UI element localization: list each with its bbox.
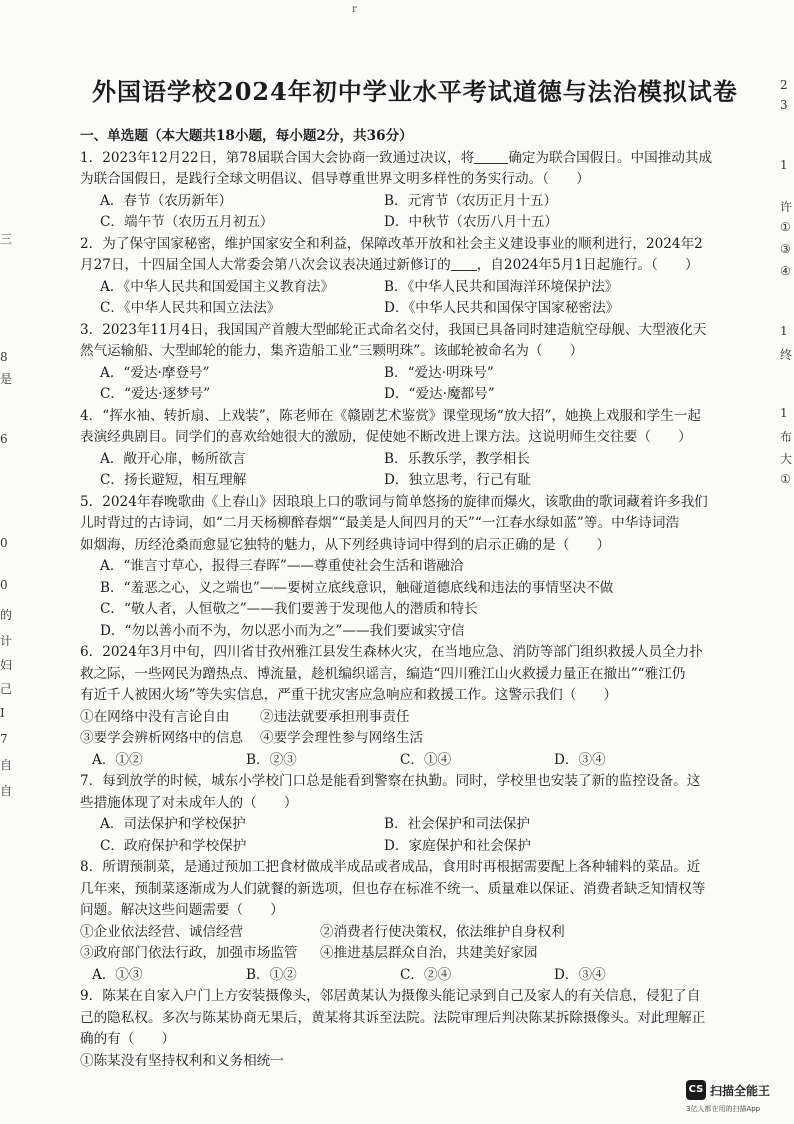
options-row [80, 363, 780, 385]
question-7 [80, 771, 780, 857]
option-b: B．②③ [246, 751, 297, 768]
question-text: 9．陈某在自家入户门上方安装摄像头，邻居黄某认为摄像头能记录到自己及家人的有关信息，侵犯了自 [80, 988, 701, 1004]
margin-char: 7 [0, 732, 8, 746]
question-9 [80, 986, 780, 1072]
question-text: 儿时背过的古诗词，如“二月天杨柳醉春烟”“最美是人间四月的天”“一江春水绿如蓝”等。中华诗词浩 [80, 515, 680, 531]
section-heading: 一、单选题（本大题共18小题，每小题2分，共36分） [80, 128, 413, 144]
options-row [80, 191, 780, 213]
question-text: 月27日，十四届全国人大常委会第八次会议表决通过新修订的 ，自2024年5月1日起施行。（ ） [80, 257, 699, 273]
margin-char: ④ [780, 264, 791, 278]
option-a: A．①③ [92, 966, 143, 983]
option-a: A．春节（农历新年） [100, 192, 233, 209]
option-d: D．家庭保护和社会保护 [384, 837, 531, 854]
option-c: C．《中华人民共和国立法法》 [100, 300, 281, 316]
option-d: D．《中华人民共和国保守国家秘密法》 [384, 300, 620, 316]
option-c: C．“爱达·逐梦号” [100, 386, 211, 402]
option-c: C．政府保护和学校保护 [100, 837, 247, 854]
statement-3: ③要学会辨析网络中的信息 [80, 730, 244, 746]
answer-blank [474, 149, 508, 164]
margin-char: 3 [780, 98, 788, 112]
option-c: C．扬长避短，相互理解 [100, 472, 247, 488]
statement-4: ④要学会理性参与网络生活 [260, 730, 424, 746]
option-a: A．“谁言寸草心，报得三春晖”——尊重使社会生活和谐融洽 [100, 558, 464, 574]
question-text: 有近千人被困火场”等失实信息，严重干扰灾害应急响应和救援工作。这警示我们（ ） [80, 687, 618, 703]
option-d: D．③④ [554, 751, 606, 768]
margin-char: 自 [0, 784, 13, 798]
options-row [80, 965, 780, 987]
option-a: A．敞开心扉，畅所欲言 [100, 450, 246, 467]
option-d: D．独立思考，行己有耻 [384, 472, 531, 488]
question-6 [80, 642, 780, 771]
option-a: A．“爱达·摩登号” [100, 364, 210, 381]
margin-char: 大 [780, 452, 793, 466]
margin-char: 2 [780, 78, 788, 92]
option-c: C．“敬人者，人恒敬之”——我们要善于发现他人的潜质和特长 [100, 601, 478, 617]
margin-char: 妇 [0, 658, 13, 672]
question-text: 然气运输船、大型邮轮的能力，集齐造船工业“三颗明珠”。该邮轮被命名为（ ） [80, 343, 584, 359]
answer-blank [451, 256, 477, 271]
margin-char: 6 [0, 432, 8, 446]
options-row [80, 277, 780, 299]
top-mark: r [352, 4, 357, 15]
option-b: B．《中华人民共和国海洋环境保护法》 [384, 278, 619, 295]
question-text: 几年来，预制菜逐渐成为人们就餐的新选项，但也存在标准不统一、质量难以保证、消费者缺乏知情权等 [80, 880, 706, 897]
options-row [80, 212, 780, 234]
margin-char: 8 [0, 350, 8, 364]
exam-content [80, 126, 780, 1072]
statement-1: ①企业依法经营、诚信经营 [80, 923, 244, 940]
option-d: D．“勿以善小而不为，勿以恶小而为之”——我们要诚实守信 [100, 622, 465, 639]
question-5 [80, 492, 780, 643]
question-1 [80, 148, 780, 234]
question-text: 5．2024年春晚歌曲《上春山》因琅琅上口的歌词与简单悠扬的旋律而爆火，该歌曲的歌词藏着许多我们 [80, 493, 708, 510]
question-8 [80, 857, 780, 986]
question-text: 救之际，一些网民为蹭热点、博流量，趁机编织谣言，编造“四川雅江山火救援力量正在撤出”“雅江仍 [80, 665, 686, 682]
question-text: 己的隐私权。多次与陈某协商无果后，黄某将其诉至法院。法院审理后判决陈某拆除摄像头。对此理解正 [80, 1009, 706, 1026]
option-c: C．①④ [400, 751, 452, 768]
margin-char: 是 [0, 372, 13, 386]
scanner-watermark [686, 1076, 794, 1120]
margin-char: I [0, 706, 5, 720]
question-text: 7．每到放学的时候，城东小学校门口总是能看到警察在执勤。同时，学校里也安装了新的监控设备。这 [80, 773, 701, 789]
option-d: D．中秋节（农历八月十五） [384, 214, 559, 230]
option-c: C．②④ [400, 966, 452, 983]
watermark-tagline: 3亿人都在用的扫描App [686, 1105, 761, 1113]
question-text: 如烟海，历经沧桑而愈显它独特的魅力，从下列经典诗词中得到的启示正确的是（ ） [80, 536, 611, 553]
exam-title: 外国语学校2024年初中学业水平考试道德与法治模拟试卷 [92, 77, 738, 106]
statement-1: ①陈某没有坚持权利和义务相统一 [80, 1052, 284, 1069]
margin-char: ① [780, 472, 791, 486]
margin-char: 0 [0, 578, 8, 592]
margin-char: 0 [0, 536, 8, 550]
option-a: A．《中华人民共和国爱国主义教育法》 [100, 278, 335, 295]
margin-char: 计 [0, 634, 13, 648]
statements-row [80, 943, 780, 965]
option-b: B．①② [246, 966, 297, 983]
option-a: A．①② [92, 751, 143, 768]
option-b: B．“羞恶之心，义之端也”——要树立底线意识，触碰道德底线和违法的事情坚决不做 [100, 579, 614, 596]
margin-char: 终 [780, 348, 793, 362]
option-a: A．司法保护和学校保护 [100, 816, 246, 832]
watermark-name: 扫描全能王 [710, 1084, 771, 1098]
option-d: D．“爱达·魔都号” [384, 386, 495, 402]
margin-char: 许 [780, 200, 793, 214]
question-text: 1．2023年12月22日，第78届联合国大会协商一致通过决议，将 确定为联合国假日。中国推动其成 [80, 149, 713, 166]
question-text: 问题。解决这些问题需要（ ） [80, 902, 284, 918]
question-text: 3．2023年11月4日，我国国产首艘大型邮轮正式命名交付，我国已具备同时建造航空母舰、大型液化天 [80, 321, 707, 338]
margin-char: ① [780, 220, 791, 234]
options-row [80, 836, 780, 858]
options-row [80, 750, 780, 772]
option-b: B．乐教乐学，教学相长 [384, 450, 530, 467]
option-d: D．③④ [554, 966, 606, 983]
option-b: B．元宵节（农历正月十五） [384, 192, 558, 209]
statement-2: ②消费者行使决策权，依法维护自身权利 [320, 923, 565, 940]
option-b: B．社会保护和司法保护 [384, 816, 530, 832]
question-4 [80, 406, 780, 492]
statements-row [80, 707, 780, 729]
statement-1: ①在网络中没有言论自由 [80, 708, 230, 725]
options-row [80, 470, 780, 492]
margin-char: 自 [0, 758, 13, 772]
question-text: 些措施体现了对未成年人的（ ） [80, 794, 298, 811]
option-b: B．“爱达·明珠号” [384, 364, 494, 381]
margin-char: 1 [780, 406, 788, 420]
question-text: 为联合国假日，是践行全球文明倡议、倡导尊重世界文明多样性的务实行动。（ ） [80, 171, 590, 187]
margin-char: 己 [0, 682, 13, 696]
question-text: 表演经典剧目。同学们的喜欢给她很大的激励，促使她不断改进上课方法。这说明师生交往要（ ） [80, 429, 692, 445]
options-row [80, 298, 780, 320]
options-row [80, 449, 780, 471]
question-text: 8．所谓预制菜，是通过预加工把食材做成半成品或者成品，食用时再根据需要配上各种辅料的菜品。近 [80, 859, 701, 875]
margin-char: 布 [780, 430, 793, 444]
question-text: 4．“挥水袖、转折扇、上戏装”，陈老师在《赣剧艺术鉴赏》课堂现场“放大招”，她换上戏服和学生一起 [80, 407, 701, 424]
options-row [80, 814, 780, 836]
question-text: 2．为了保守国家秘密，维护国家安全和利益，保障改革开放和社会主义建设事业的顺利进行，2024年2 [80, 235, 703, 252]
statement-4: ④推进基层群众自治，共建美好家园 [320, 945, 538, 961]
camscanner-logo-icon: CS [686, 1080, 706, 1100]
statements-row [80, 922, 780, 944]
margin-char: 三 [0, 232, 13, 246]
question-2 [80, 234, 780, 320]
statement-2: ②违法就要承担刑事责任 [260, 708, 410, 725]
margin-char: 的 [0, 608, 13, 622]
statements-row [80, 728, 780, 750]
question-3 [80, 320, 780, 406]
margin-char: 1 [780, 158, 788, 172]
option-c: C．端午节（农历五月初五） [100, 214, 274, 230]
options-row [80, 384, 780, 406]
question-text: 确的有（ ） [80, 1031, 176, 1047]
margin-char: ③ [780, 242, 791, 256]
margin-char: 1 [780, 324, 788, 338]
question-text: 6．2024年3月中旬，四川省甘孜州雅江县发生森林火灾，在当地应急、消防等部门组织救援人员全力扑 [80, 644, 703, 660]
statement-3: ③政府部门依法行政，加强市场监管 [80, 945, 298, 961]
